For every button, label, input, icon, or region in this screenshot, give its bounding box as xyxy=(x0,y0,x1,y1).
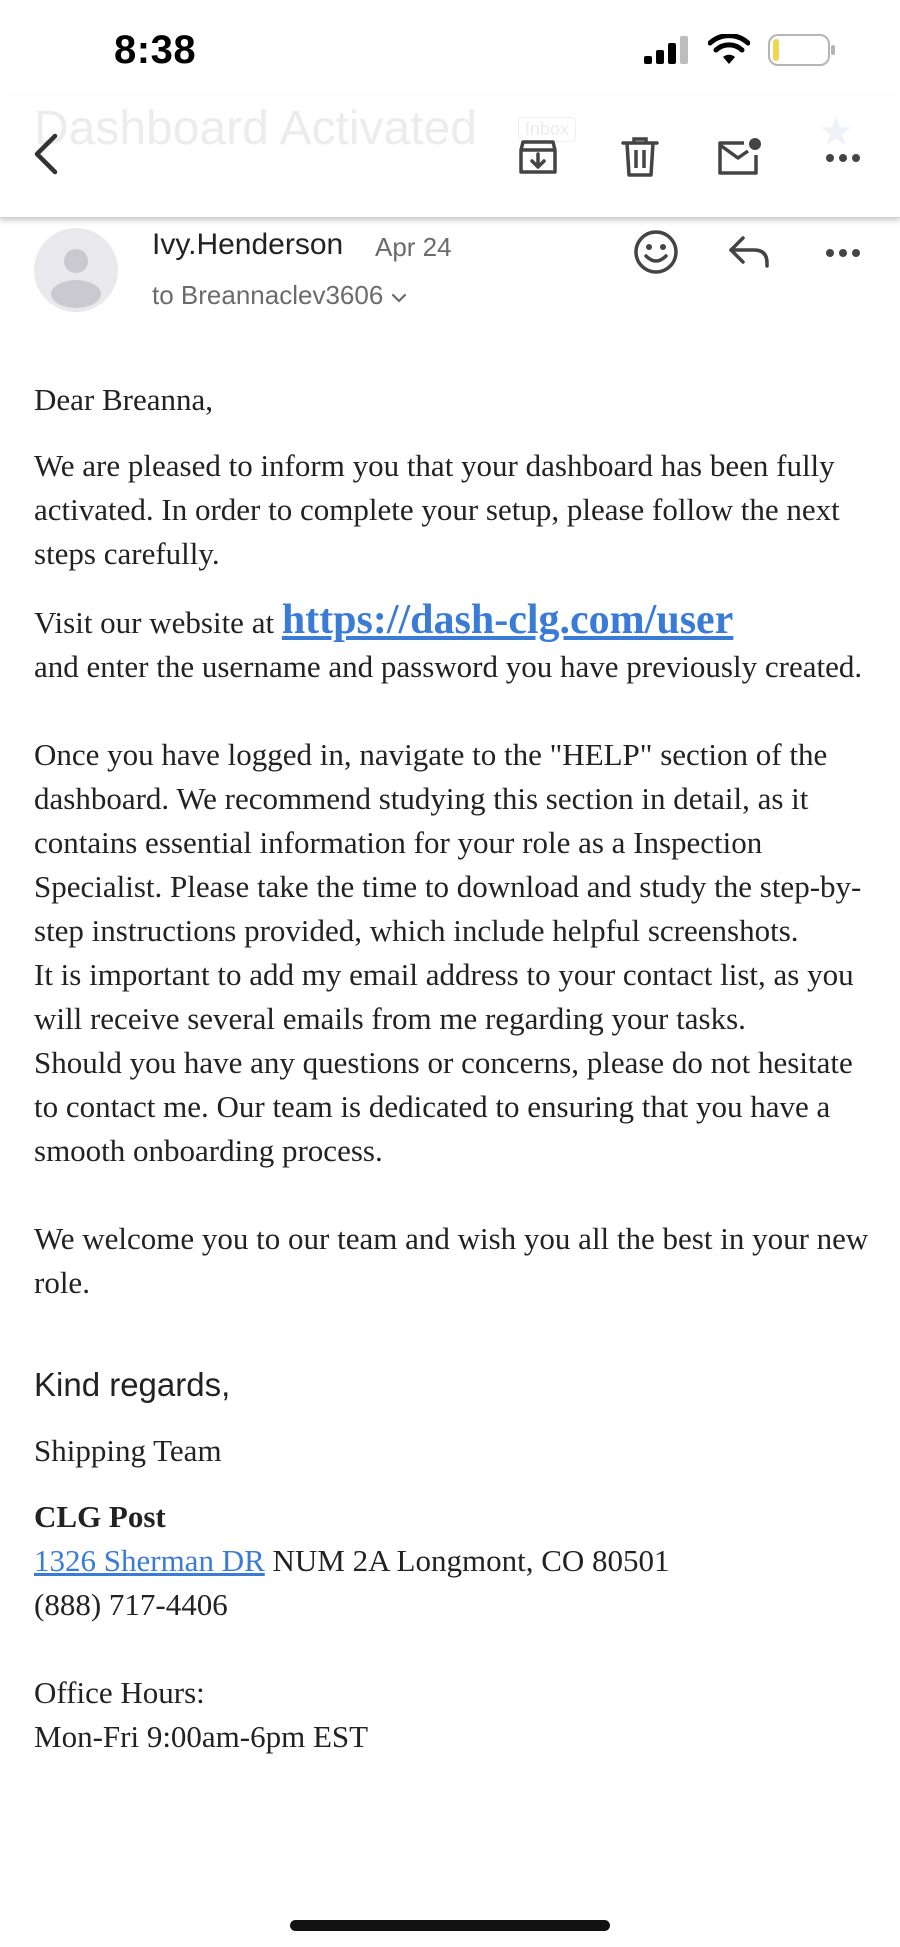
paragraph-visit xyxy=(34,598,870,689)
address-rest: NUM 2A Longmont, CO 80501 xyxy=(264,1543,670,1578)
back-button[interactable] xyxy=(26,131,66,181)
archive-icon xyxy=(517,136,559,183)
address-link[interactable]: 1326 Sherman DR xyxy=(34,1543,265,1578)
inbox-label-faded: Inbox xyxy=(518,117,576,142)
delete-button[interactable] xyxy=(616,135,664,183)
company-name: CLG Post xyxy=(34,1499,166,1534)
sender-date: Apr 24 xyxy=(375,232,452,262)
visit-suffix: and enter the username and password you have previously created. xyxy=(34,649,863,684)
more-options-button[interactable] xyxy=(820,139,866,179)
more-icon xyxy=(825,245,861,263)
chevron-down-icon xyxy=(391,280,407,311)
avatar[interactable] xyxy=(34,228,118,312)
subject-faded: Dashboard Activated xyxy=(34,102,477,155)
paragraph-activation: We are pleased to inform you that your dashboard has been fully activated. In order to complete your setup, please follow the next steps carefully. xyxy=(34,448,840,571)
more-icon xyxy=(825,150,861,168)
greeting: Dear Breanna, xyxy=(34,382,214,417)
closing: Kind regards, xyxy=(34,1366,231,1403)
message-more-button[interactable] xyxy=(820,234,866,274)
signal-icon xyxy=(644,36,690,69)
website-link[interactable]: https://dash-clg.com/user xyxy=(281,597,734,643)
paragraph-help: Once you have logged in, navigate to the "HELP" section of the dashboard. We recommend studying this section in detail, as it contains essential information for your role as a Inspection Specialist. Please take the time to download and study the step-by-step instructions provided, which include helpful screenshots. xyxy=(34,737,862,948)
status-time: 8:38 xyxy=(114,28,197,72)
status-icons xyxy=(644,34,836,71)
add-reaction-button[interactable] xyxy=(630,228,682,280)
paragraph-welcome: We welcome you to our team and wish you all the best in your new role. xyxy=(34,1221,869,1300)
wifi-icon xyxy=(708,34,750,71)
reply-icon xyxy=(726,233,772,276)
delete-icon xyxy=(621,136,659,183)
paragraph-questions: Should you have any questions or concerns, please do not hesitate to contact me. Our team is dedicated to ensuring that you have a smooth onboarding process. xyxy=(34,1045,853,1168)
status-bar xyxy=(0,0,900,100)
visit-prefix: Visit our website at xyxy=(34,605,282,640)
paragraph-contact-list: It is important to add my email address to your contact list, as you will receive several emails from me regarding your tasks. xyxy=(34,957,854,1036)
signature: Shipping Team xyxy=(34,1433,222,1468)
office-hours-label: Office Hours: xyxy=(34,1675,205,1710)
battery-icon xyxy=(768,34,836,71)
email-body xyxy=(34,378,870,1759)
phone: (888) 717-4406 xyxy=(34,1587,228,1622)
recipient-label: to Breannaclev3606 xyxy=(152,280,384,310)
archive-button[interactable] xyxy=(514,135,562,183)
mark-unread-icon xyxy=(716,137,762,182)
star-icon: ★ xyxy=(818,110,854,154)
email-toolbar xyxy=(0,95,900,218)
office-hours: Mon-Fri 9:00am-6pm EST xyxy=(34,1719,369,1754)
sender-name[interactable]: Ivy.Henderson xyxy=(152,228,344,261)
home-indicator[interactable] xyxy=(290,1920,610,1931)
mark-unread-button[interactable] xyxy=(714,135,764,183)
emoji-icon xyxy=(633,229,679,280)
reply-button[interactable] xyxy=(722,230,776,278)
address xyxy=(34,1539,870,1583)
back-icon xyxy=(31,132,61,181)
recipient-details-toggle[interactable] xyxy=(152,280,407,311)
